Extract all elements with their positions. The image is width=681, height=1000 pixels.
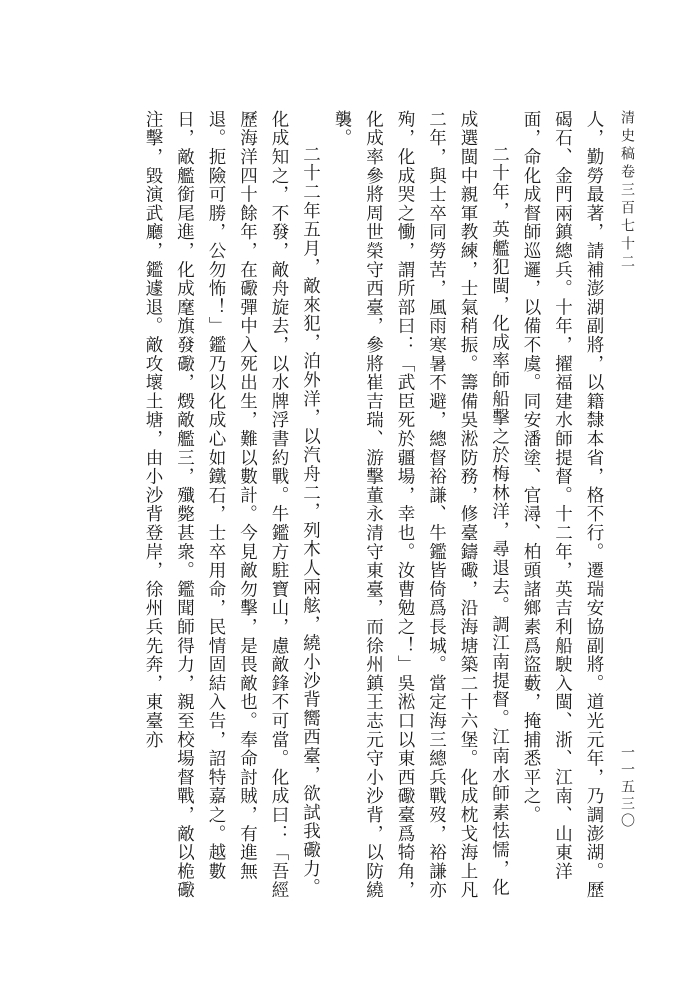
paragraph-1: 人，勤勞最著，請補澎湖副將，以籍隸本省，格不行。遷瑞安協副將。道光元年，乃調澎湖。歷碣石、金門兩鎮總兵。十年，擢福建水師提督。十二年，英吉利船駛入閩、浙、江南、山東洋面，命化成督師巡邏，以備不虞。同安潘塗、官潯、柏頭諸鄉素爲盜藪，掩捕悉平之。 <box>521 110 604 900</box>
page-number: 一一五三〇 <box>619 745 635 830</box>
body-text <box>79 110 609 910</box>
running-header: 清史稿卷三百七十二 <box>619 110 635 272</box>
paragraph-3: 二十二年五月，敵來犯，泊外洋，以汽舟二，列木人兩舷，繞小沙背嚮西臺，欲試我礮力。化成知之，不發，敵舟旋去，以水牌浮書約戰。牛鑑方駐寶山，慮敵鋒不可當。化成曰：「吾經歷海洋四十餘年，在礮彈中入死出生，難以數計。今見敵勿擊，是畏敵也。奉命討賊，有進無退。扼險可勝，公勿怖！」鑑乃以化成心如鐵石，士卒用命，民情固結入告，詔特嘉之。越數日，敵艦銜尾進，化成麾旗發礮，燬敵艦三，殲斃甚衆。鑑聞師得力，親至校場督戰，敵以桅礮注擊，毀演武廳，鑑遽退。敵攻壞土塘，由小沙背登岸，徐州兵先奔，東臺亦 <box>143 110 321 900</box>
paragraph-2: 二十年，英艦犯閩，化成率師船擊之於梅林洋，尋退去。調江南提督。江南水師素怯懦，化成選閩中親軍教練，士氣稍振。籌備吳淞防務，修臺鑄礮，沿海塘築二十六堡。化成枕戈海上凡二年，與士卒同勞苦，風雨寒暑不避，總督裕謙、牛鑑皆倚爲長城。當定海三總兵戰歿，裕謙亦殉，化成哭之慟，謂所部曰：「武臣死於疆場，幸也。汝曹勉之！」吳淞口以東西礮臺爲犄角，化成率參將周世榮守西臺，參將崔吉瑞、游擊董永清守東臺，而徐州鎮王志元守小沙背，以防繞襲。 <box>332 110 510 900</box>
